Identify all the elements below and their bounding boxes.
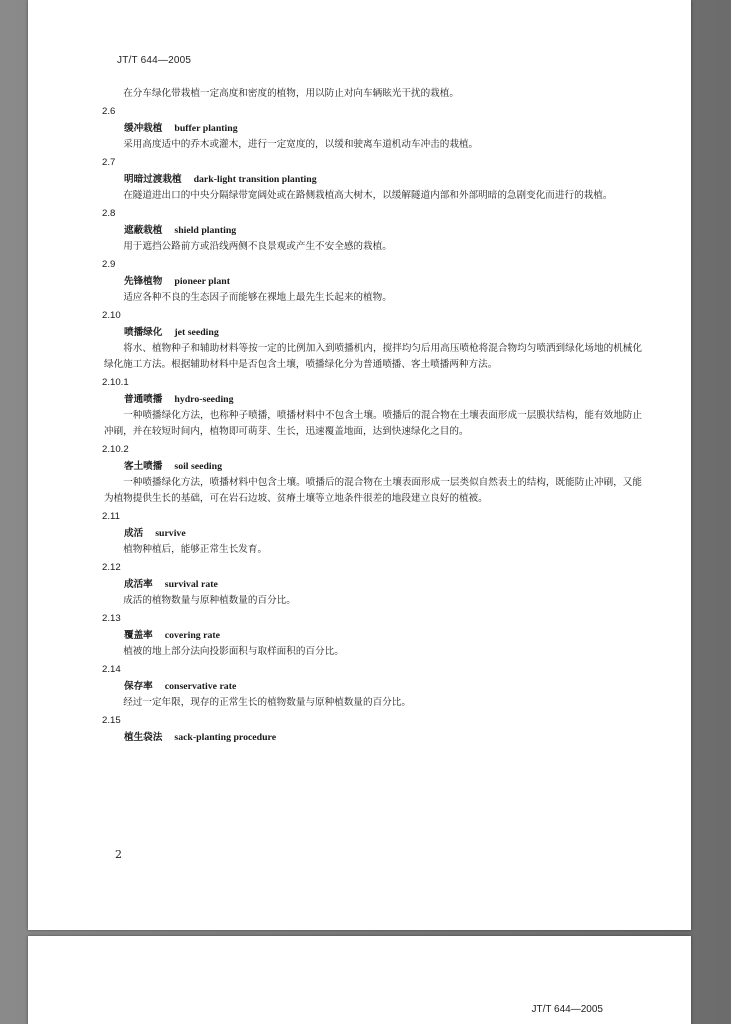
term-definition: 植被的地上部分法向投影面积与取样面积的百分比。 <box>123 646 344 657</box>
term-en: buffer planting <box>174 123 238 134</box>
term-heading <box>102 223 642 239</box>
next-document-page <box>28 936 691 1024</box>
term-zh: 客土喷播 <box>124 461 163 472</box>
term-zh: 明暗过渡栽植 <box>124 174 182 185</box>
term-zh: 成活率 <box>124 579 153 590</box>
term-definition: 用于遮挡公路前方或沿线两侧不良景观或产生不安全感的栽植。 <box>123 241 392 252</box>
term-heading <box>102 274 642 290</box>
term-heading <box>102 628 642 644</box>
term-en: pioneer plant <box>174 276 230 287</box>
term-en: shield planting <box>174 225 237 236</box>
term-zh: 保存率 <box>124 681 153 692</box>
term-heading <box>102 325 642 341</box>
term-en: covering rate <box>164 630 220 641</box>
section-number: 2.11 <box>102 511 120 522</box>
term-zh: 遮蔽栽植 <box>124 225 163 236</box>
section-number: 2.10 <box>102 310 121 321</box>
term-en: conservative rate <box>164 681 237 692</box>
term-zh: 覆盖率 <box>124 630 153 641</box>
term-zh: 植生袋法 <box>124 732 163 743</box>
term-zh: 成活 <box>124 528 144 539</box>
term-en: survival rate <box>164 579 218 590</box>
term-zh: 喷播绿化 <box>124 327 163 338</box>
section-number: 2.9 <box>102 259 116 270</box>
section-number: 2.14 <box>102 664 121 675</box>
section-number: 2.8 <box>102 208 116 219</box>
intro-paragraph: 在分车绿化带栽植一定高度和密度的植物，用以防止对向车辆眩光干扰的栽植。 <box>123 88 459 99</box>
term-en: survive <box>155 528 186 539</box>
term-en: jet seeding <box>174 327 219 338</box>
section-number: 2.13 <box>102 613 121 624</box>
next-page-header: JT/T 644—2005 <box>531 1004 603 1015</box>
page-header: JT/T 644—2005 <box>117 55 192 66</box>
section-number: 2.10.1 <box>102 377 129 388</box>
page-content <box>102 86 642 746</box>
term-en: hydro-seeding <box>174 394 234 405</box>
term-definition: 一种喷播绿化方法，喷播材料中包含土壤。喷播后的混合物在土壤表面形成一层类似自然表土的结构，既能防止冲刷，又能为植物提供生长的基础，可在岩石边坡、贫瘠土壤等立地条件很差的地段建立良好的植被。 <box>104 477 642 504</box>
section-number: 2.7 <box>102 157 116 168</box>
term-heading <box>102 526 642 542</box>
term-definition: 成活的植物数量与原种植数量的百分比。 <box>123 595 296 606</box>
section-number: 2.10.2 <box>102 444 129 455</box>
term-definition: 植物种植后，能够正常生长发育。 <box>123 544 268 555</box>
term-zh: 缓冲栽植 <box>124 123 163 134</box>
term-en: sack-planting procedure <box>174 732 277 743</box>
term-heading <box>102 172 642 188</box>
term-heading <box>102 730 642 746</box>
page-number: 2 <box>115 848 122 861</box>
term-en: soil seeding <box>174 461 223 472</box>
term-heading <box>102 459 642 475</box>
term-definition: 经过一定年限，现存的正常生长的植物数量与原种植数量的百分比。 <box>123 697 411 708</box>
term-definition: 适应各种不良的生态因子而能够在裸地上最先生长起来的植物。 <box>123 292 392 303</box>
term-en: dark-light transition planting <box>193 174 317 185</box>
term-zh: 先锋植物 <box>124 276 163 287</box>
term-zh: 普通喷播 <box>124 394 163 405</box>
term-definition: 将水、植物种子和辅助材料等按一定的比例加入到喷播机内，搅拌均匀后用高压喷枪将混合物均匀喷洒到绿化场地的机械化绿化施工方法。根据辅助材料中是否包含土壤，喷播绿化分为普通喷播、客土喷播两种方法。 <box>104 343 642 370</box>
term-definition: 在隧道进出口的中央分隔绿带宽阔处或在路侧栽植高大树木，以缓解隧道内部和外部明暗的急剧变化而进行的栽植。 <box>123 190 613 201</box>
term-definition: 采用高度适中的乔木或灌木，进行一定宽度的，以缓和驶离车道机动车冲击的栽植。 <box>123 139 479 150</box>
term-heading <box>102 577 642 593</box>
term-definition: 一种喷播绿化方法，也称种子喷播，喷播材料中不包含土壤。喷播后的混合物在土壤表面形成一层膜状结构，能有效地防止冲刷，并在较短时间内，植物即可萌芽、生长，迅速覆盖地面，达到快速绿化之目的。 <box>104 410 642 437</box>
section-number: 2.6 <box>102 106 116 117</box>
section-number: 2.12 <box>102 562 121 573</box>
document-page <box>28 0 691 930</box>
term-heading <box>102 679 642 695</box>
term-heading <box>102 392 642 408</box>
term-heading <box>102 121 642 137</box>
section-number: 2.15 <box>102 715 121 726</box>
